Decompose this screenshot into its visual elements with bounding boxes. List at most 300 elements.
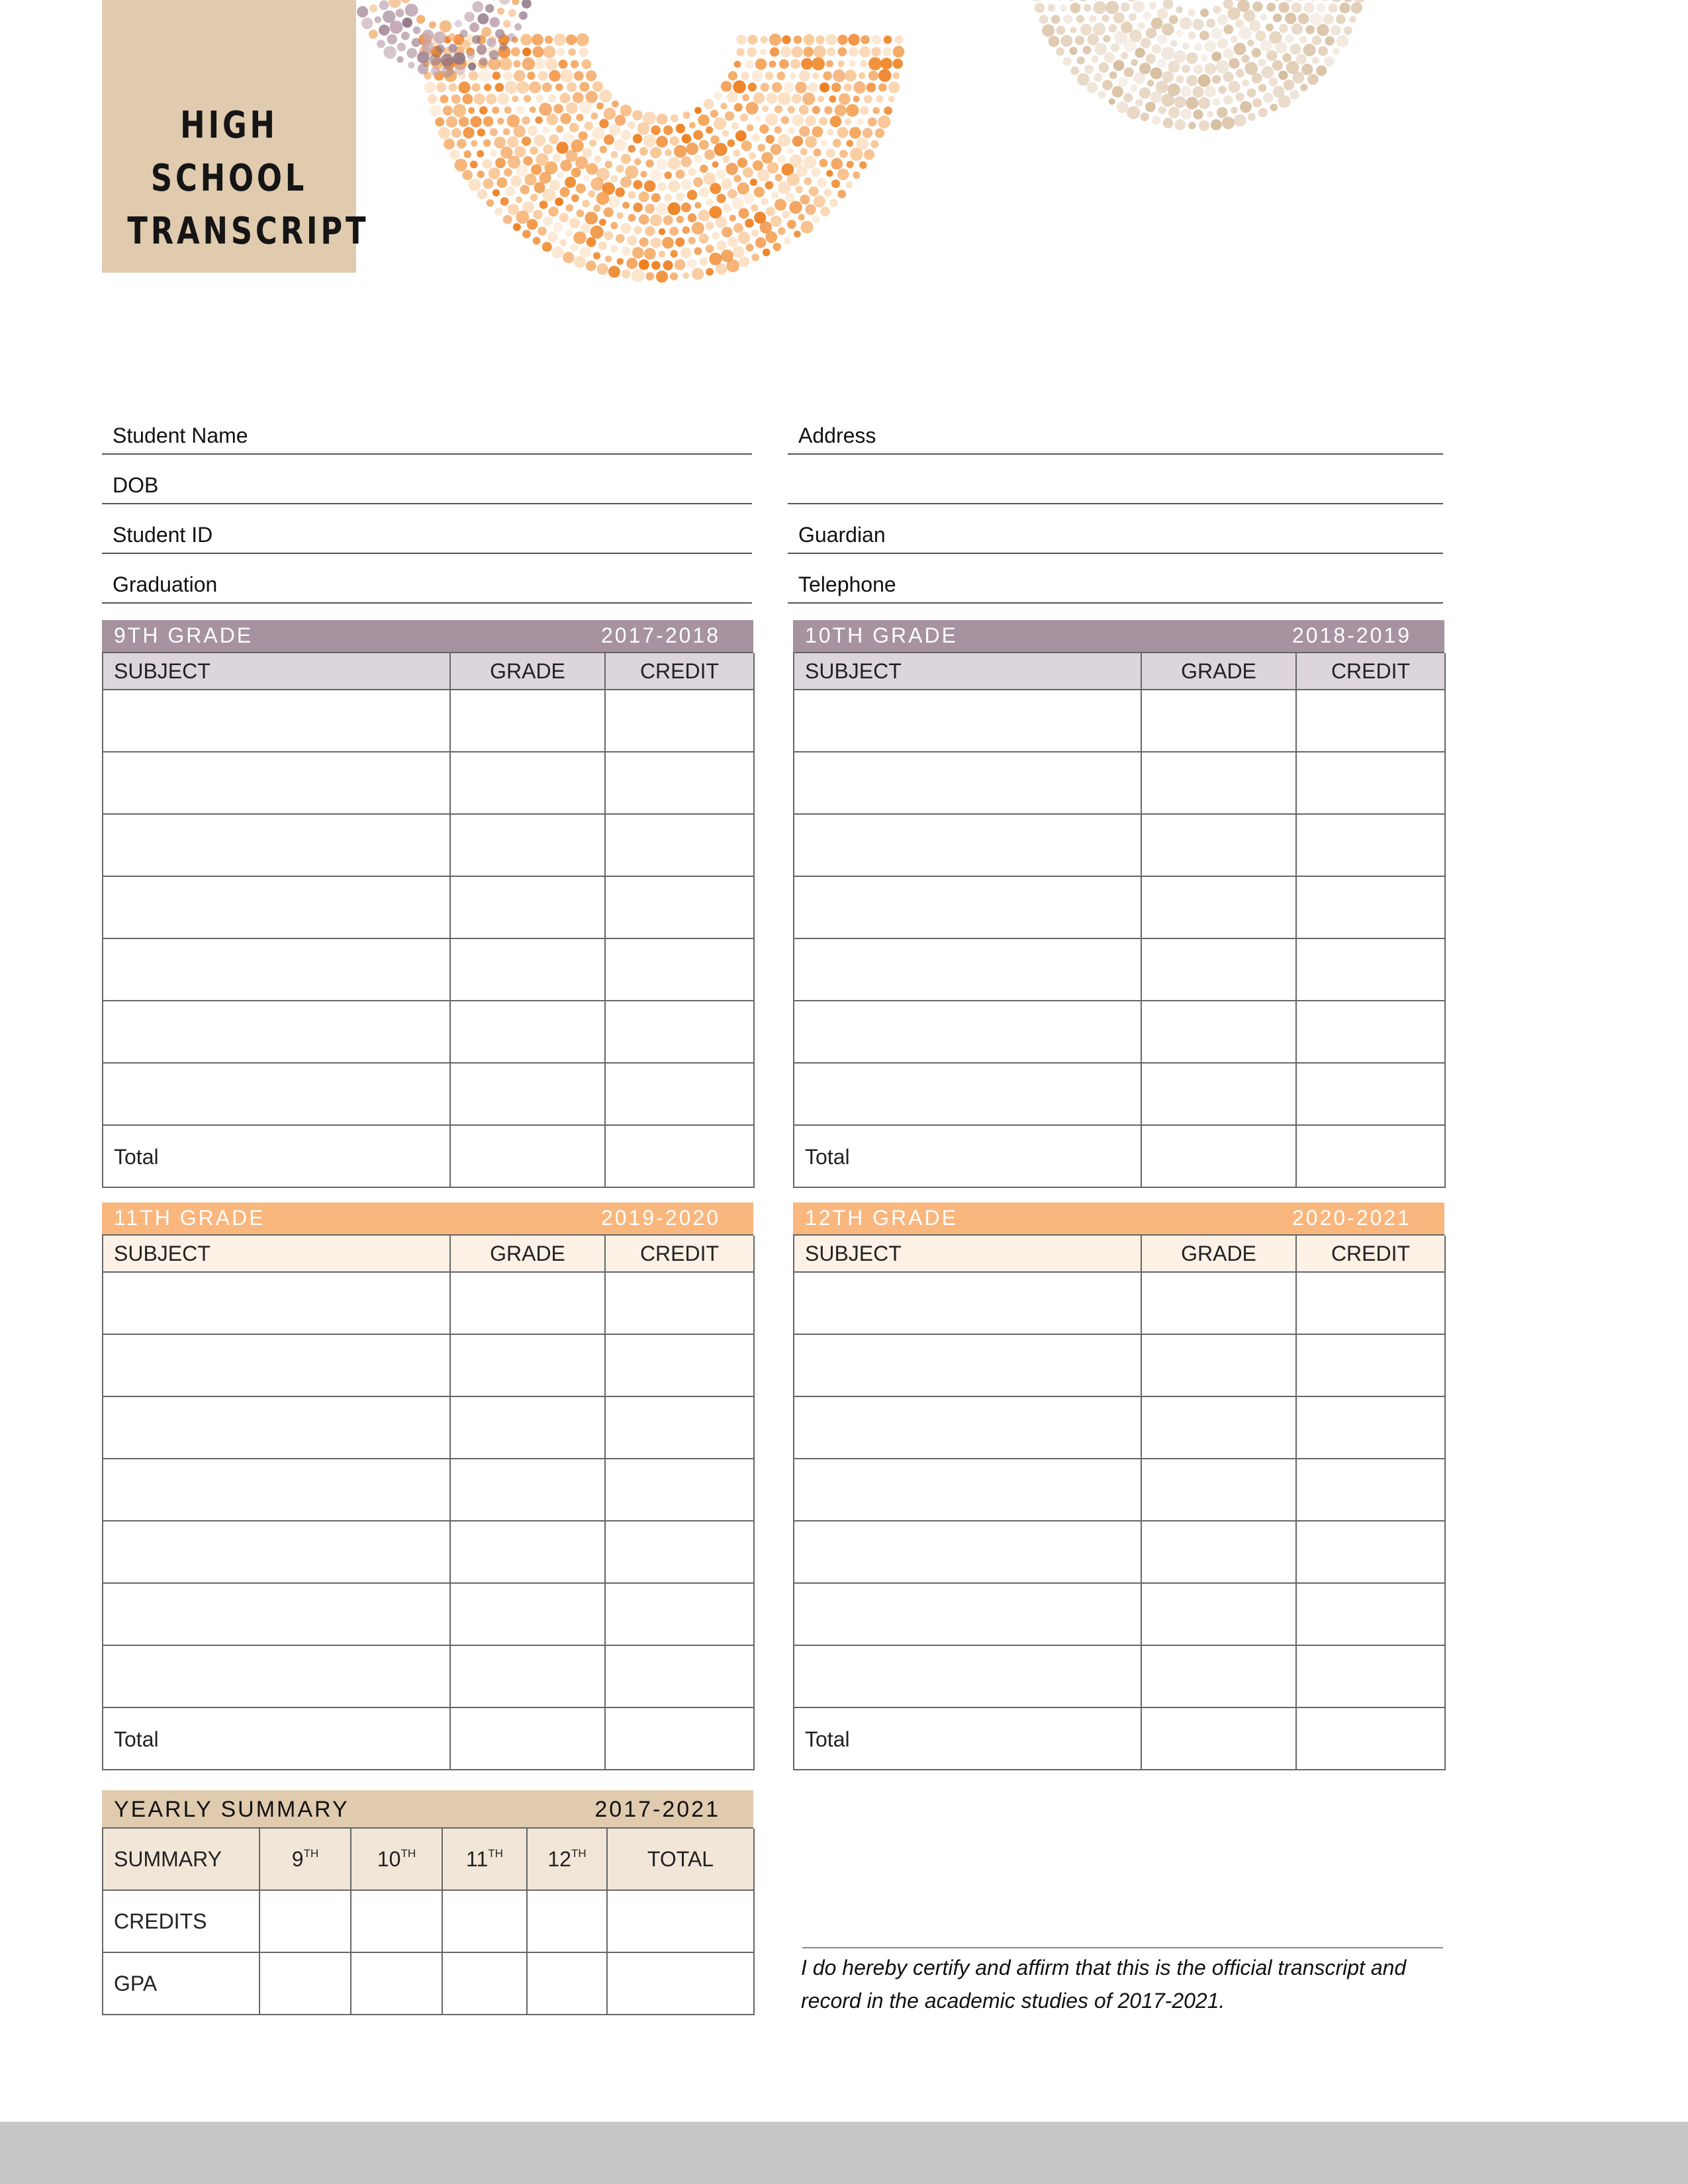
summary-col-12th-suffix: TH <box>571 1847 586 1860</box>
decorative-dot <box>1336 35 1348 47</box>
g10-grade-cell[interactable] <box>1142 815 1297 877</box>
decorative-dot <box>656 136 668 148</box>
g12-grade-cell[interactable] <box>1142 1273 1297 1335</box>
decorative-dot <box>765 231 777 243</box>
g9-credit-cell[interactable] <box>606 815 755 877</box>
decorative-dot <box>549 206 559 216</box>
decorative-dot <box>848 34 860 46</box>
decorative-dot <box>759 124 769 134</box>
decorative-dot <box>704 173 716 185</box>
decorative-dot <box>733 80 746 93</box>
decorative-dot <box>560 159 572 171</box>
decorative-dot <box>671 114 679 122</box>
decorative-dot <box>596 192 610 205</box>
decorative-dot <box>1331 0 1342 2</box>
decorative-dot <box>880 58 892 69</box>
decorative-dot <box>497 93 509 105</box>
g11-grade-cell[interactable] <box>451 1459 606 1522</box>
g11-credit-cell[interactable] <box>606 1584 755 1646</box>
gpa-total-cell[interactable] <box>608 1953 755 2015</box>
g12-subject-cell[interactable] <box>794 1522 1142 1584</box>
decorative-dot <box>751 205 758 212</box>
decorative-dot <box>712 232 720 240</box>
decorative-dot <box>859 161 867 169</box>
credits-11th-cell[interactable] <box>443 1891 528 1953</box>
g10-subject-cell[interactable] <box>794 815 1142 877</box>
g10-grade-cell[interactable] <box>1142 939 1297 1001</box>
g9-subject-cell[interactable] <box>103 1001 451 1064</box>
decorative-dot <box>543 189 556 202</box>
decorative-dot <box>628 145 636 153</box>
decorative-dot <box>1223 95 1233 105</box>
decorative-dot <box>835 105 847 116</box>
decorative-dot <box>820 159 828 167</box>
g11-total-grade-cell[interactable] <box>451 1708 606 1770</box>
decorative-dot <box>749 152 756 159</box>
decorative-dot <box>448 33 456 41</box>
decorative-dot <box>455 159 467 171</box>
g12-credit-cell[interactable] <box>1297 1335 1446 1397</box>
address-line-2-field[interactable] <box>788 455 1443 504</box>
decorative-dot <box>683 112 690 119</box>
g12-subject-cell[interactable] <box>794 1459 1142 1522</box>
decorative-dot <box>771 144 782 155</box>
decorative-dot <box>408 62 414 68</box>
decorative-dot <box>754 187 765 197</box>
decorative-dot <box>774 105 782 113</box>
decorative-dot <box>1150 68 1162 79</box>
decorative-dot <box>455 65 465 75</box>
decorative-dot <box>1258 58 1266 66</box>
grade-10-table <box>793 620 1444 1188</box>
decorative-dot <box>588 191 595 198</box>
decorative-dot <box>1266 3 1276 12</box>
g11-grade-cell[interactable] <box>451 1335 606 1397</box>
decorative-dot <box>524 95 531 103</box>
g10-credit-cell[interactable] <box>1297 690 1446 752</box>
title-block <box>102 0 369 273</box>
decorative-dot <box>1205 40 1217 52</box>
student-id-field[interactable] <box>102 504 752 554</box>
g10-credit-cell[interactable] <box>1297 939 1446 1001</box>
decorative-dot <box>490 150 497 157</box>
decorative-dot <box>1070 66 1079 75</box>
g9-total-credit-cell[interactable] <box>606 1126 755 1188</box>
decorative-dot <box>560 69 573 83</box>
decorative-dot <box>1152 116 1160 124</box>
summary-col-12th-number: 12 <box>547 1847 571 1871</box>
decorative-dot <box>614 139 626 151</box>
decorative-dot <box>504 168 512 177</box>
g12-grade-cell[interactable] <box>1142 1522 1297 1584</box>
g9-credit-cell[interactable] <box>606 1064 755 1126</box>
decorative-dot <box>1236 93 1244 101</box>
decorative-dot <box>681 156 692 167</box>
decorative-dot <box>1094 1 1107 15</box>
decorative-dot <box>463 150 471 158</box>
g9-grade-cell[interactable] <box>451 939 606 1001</box>
g12-credit-cell[interactable] <box>1297 1522 1446 1584</box>
decorative-dot <box>523 156 533 166</box>
decorative-dot <box>469 71 479 81</box>
decorative-dot <box>477 150 484 158</box>
decorative-dot <box>1139 87 1150 99</box>
decorative-dot <box>361 18 373 29</box>
decorative-dot <box>478 13 489 24</box>
g9-total-grade-cell[interactable] <box>451 1126 606 1188</box>
decorative-dot <box>477 189 487 199</box>
decorative-dot <box>860 60 867 68</box>
g12-grade-cell[interactable] <box>1142 1397 1297 1459</box>
decorative-dot <box>799 70 810 81</box>
g9-subject-cell[interactable] <box>103 877 451 939</box>
g12-grade-cell[interactable] <box>1142 1646 1297 1708</box>
decorative-dot <box>1243 10 1255 22</box>
guardian-field[interactable] <box>788 504 1443 554</box>
g11-grid <box>102 1234 753 1770</box>
decorative-dot <box>633 180 643 189</box>
g9-grade-cell[interactable] <box>451 752 606 815</box>
decorative-dot <box>369 30 378 39</box>
decorative-dot <box>522 230 531 238</box>
decorative-dot <box>787 220 796 229</box>
decorative-dot <box>538 71 548 81</box>
g9-subject-cell[interactable] <box>103 752 451 815</box>
decorative-dot <box>548 94 557 103</box>
decorative-dot <box>494 137 506 149</box>
decorative-dot <box>545 58 558 71</box>
student-name-field[interactable] <box>102 405 752 455</box>
decorative-dot <box>1135 48 1145 58</box>
decorative-dot <box>1162 23 1174 36</box>
signature-line[interactable] <box>802 1947 1443 1948</box>
g11-subject-cell[interactable] <box>103 1646 451 1708</box>
decorative-dot <box>1089 15 1096 23</box>
decorative-dot <box>802 93 815 105</box>
g9-credit-cell[interactable] <box>606 1001 755 1064</box>
g9-subject-cell[interactable] <box>103 1064 451 1126</box>
grade-9-table <box>102 620 753 1188</box>
g11-subject-cell[interactable] <box>103 1397 451 1459</box>
decorative-dot <box>739 208 749 218</box>
decorative-dot <box>837 34 847 44</box>
decorative-dot <box>481 27 491 37</box>
decorative-dot <box>1194 43 1201 50</box>
decorative-dot <box>1278 95 1291 108</box>
decorative-dot <box>682 272 689 279</box>
decorative-dot <box>829 199 838 207</box>
g10-credit-cell[interactable] <box>1297 877 1446 939</box>
decorative-dot <box>1309 13 1322 25</box>
decorative-dot <box>449 83 457 92</box>
decorative-dot <box>1309 0 1317 1</box>
decorative-dot <box>560 187 570 197</box>
decorative-dot <box>539 103 552 116</box>
g10-grade-cell[interactable] <box>1142 752 1297 815</box>
decorative-dot <box>833 69 845 82</box>
decorative-dot <box>593 205 600 212</box>
g11-subject-cell[interactable] <box>103 1459 451 1522</box>
g11-credit-cell[interactable] <box>606 1335 755 1397</box>
g9-credit-cell[interactable] <box>606 939 755 1001</box>
decorative-dot <box>799 126 810 136</box>
decorative-dot <box>1093 23 1105 36</box>
gpa-12th-cell[interactable] <box>528 1953 608 2015</box>
g9-subject-cell[interactable] <box>103 815 451 877</box>
g12-subject-cell[interactable] <box>794 1584 1142 1646</box>
g9-credit-cell[interactable] <box>606 690 755 752</box>
decorative-dot <box>513 223 521 231</box>
decorative-dot <box>1169 15 1178 24</box>
g12-grid <box>793 1234 1444 1770</box>
decorative-dot <box>656 271 668 283</box>
decorative-dot <box>566 103 577 114</box>
decorative-dot <box>863 128 872 138</box>
g10-grade-cell[interactable] <box>1142 690 1297 752</box>
decorative-dot <box>884 36 892 44</box>
decorative-dot <box>487 199 494 206</box>
decorative-dot <box>527 219 538 230</box>
decorative-dot <box>1324 56 1335 67</box>
g12-subject-cell[interactable] <box>794 1335 1142 1397</box>
decorative-dot <box>722 227 732 238</box>
g10-credit-cell[interactable] <box>1297 1001 1446 1064</box>
decorative-dot <box>534 134 546 146</box>
decorative-dot <box>1098 91 1106 99</box>
g10-subject-cell[interactable] <box>794 752 1142 815</box>
decorative-dot <box>750 179 757 186</box>
decorative-dot <box>610 245 618 252</box>
g9-credit-cell[interactable] <box>606 752 755 815</box>
g10-total-credit-cell[interactable] <box>1297 1126 1446 1188</box>
g9-grade-cell[interactable] <box>451 877 606 939</box>
decorative-dot <box>818 96 824 103</box>
decorative-dot <box>1131 59 1138 66</box>
g12-credit-cell[interactable] <box>1297 1397 1446 1459</box>
decorative-dot <box>677 216 684 223</box>
decorative-dot <box>586 237 596 247</box>
decorative-dot <box>739 257 749 267</box>
credits-12th-cell[interactable] <box>528 1891 608 1953</box>
g12-grade-cell[interactable] <box>1142 1335 1297 1397</box>
decorative-dot <box>893 59 903 69</box>
decorative-dot <box>720 103 727 109</box>
decorative-dot <box>812 106 820 114</box>
g11-subject-cell[interactable] <box>103 1522 451 1584</box>
decorative-dot <box>632 110 642 120</box>
decorative-dot <box>651 261 660 269</box>
g11-credit-cell[interactable] <box>606 1646 755 1708</box>
decorative-dot <box>734 103 743 112</box>
decorative-dot <box>522 0 532 9</box>
decorative-dot <box>668 157 680 169</box>
decorative-dot <box>1070 3 1080 13</box>
decorative-dot <box>522 58 535 70</box>
decorative-dot <box>1157 8 1168 19</box>
g11-grade-cell[interactable] <box>451 1584 606 1646</box>
g10-subject-cell[interactable] <box>794 690 1142 752</box>
decorative-dot <box>1162 71 1174 83</box>
g10-credit-cell[interactable] <box>1297 815 1446 877</box>
decorative-dot <box>700 257 708 266</box>
decorative-dot <box>1223 71 1234 82</box>
dob-field[interactable] <box>102 455 752 504</box>
decorative-dot <box>469 23 479 32</box>
decorative-dot <box>1161 47 1174 60</box>
summary-row-gpa-label: GPA <box>103 1953 260 2015</box>
g11-total-credit-cell[interactable] <box>606 1708 755 1770</box>
g11-grade-cell[interactable] <box>451 1273 606 1335</box>
decorative-dot <box>746 102 759 114</box>
decorative-dot <box>758 144 766 152</box>
decorative-dot <box>1091 56 1098 63</box>
decorative-dot <box>416 15 425 24</box>
g11-subject-cell[interactable] <box>103 1273 451 1335</box>
g11-grade-cell[interactable] <box>451 1522 606 1584</box>
g11-grade-cell[interactable] <box>451 1646 606 1708</box>
decorative-dot <box>616 165 624 173</box>
decorative-dot <box>545 36 553 44</box>
g10-subject-cell[interactable] <box>794 877 1142 939</box>
address-field[interactable] <box>788 405 1443 455</box>
decorative-dot <box>513 60 520 68</box>
decorative-dot <box>639 238 649 247</box>
decorative-dot <box>1099 62 1109 73</box>
g10-subject-cell[interactable] <box>794 1001 1142 1064</box>
g9-grade-cell[interactable] <box>451 1001 606 1064</box>
credits-10th-cell[interactable] <box>352 1891 443 1953</box>
g12-total-credit-cell[interactable] <box>1297 1708 1446 1770</box>
decorative-dot <box>571 167 581 177</box>
g12-grade-cell[interactable] <box>1142 1584 1297 1646</box>
graduation-field[interactable] <box>102 554 752 604</box>
decorative-dot <box>575 156 588 169</box>
g11-subject-cell[interactable] <box>103 1335 451 1397</box>
decorative-dot <box>751 229 759 236</box>
decorative-dot <box>1263 93 1274 103</box>
g10-credit-cell[interactable] <box>1297 1064 1446 1126</box>
decorative-dot <box>1260 14 1267 21</box>
g9-grade-cell[interactable] <box>451 815 606 877</box>
decorative-dot <box>645 226 655 236</box>
decorative-dot <box>837 127 849 138</box>
g9-grade-cell[interactable] <box>451 1064 606 1126</box>
decorative-dot <box>699 140 709 150</box>
decorative-dot <box>1229 58 1239 69</box>
decorative-dot <box>680 179 691 190</box>
decorative-dot <box>687 190 698 201</box>
decorative-dot <box>1039 15 1049 24</box>
g9-credit-cell[interactable] <box>606 877 755 939</box>
gpa-11th-cell[interactable] <box>443 1953 528 2015</box>
decorative-dot <box>1217 38 1228 49</box>
decorative-dot <box>657 159 668 170</box>
decorative-dot <box>612 101 619 108</box>
decorative-dot <box>429 54 441 66</box>
credits-total-cell[interactable] <box>608 1891 755 1953</box>
g11-col-credit: CREDIT <box>606 1236 755 1273</box>
decorative-dot <box>699 187 709 197</box>
summary-grid <box>102 1827 753 2015</box>
decorative-dot <box>734 61 741 68</box>
decorative-dot <box>1104 52 1115 63</box>
decorative-dot <box>792 114 804 126</box>
telephone-field[interactable] <box>788 554 1443 604</box>
gpa-10th-cell[interactable] <box>352 1953 443 2015</box>
g10-total-grade-cell[interactable] <box>1142 1126 1297 1188</box>
credits-9th-cell[interactable] <box>260 1891 352 1953</box>
g11-credit-cell[interactable] <box>606 1397 755 1459</box>
decorative-dot <box>459 116 469 127</box>
decorative-dot <box>608 266 620 278</box>
g12-credit-cell[interactable] <box>1297 1646 1446 1708</box>
decorative-dot <box>477 44 487 55</box>
decorative-dot <box>611 151 618 158</box>
decorative-dot <box>536 154 549 166</box>
decorative-dot <box>377 40 385 48</box>
decorative-dot <box>706 126 713 134</box>
g12-credit-cell[interactable] <box>1297 1584 1446 1646</box>
decorative-dot <box>748 35 758 45</box>
decorative-dot <box>627 236 637 246</box>
decorative-dot <box>773 243 781 251</box>
g11-credit-cell[interactable] <box>606 1273 755 1335</box>
g9-grade-cell[interactable] <box>451 690 606 752</box>
g11-grade-cell[interactable] <box>451 1397 606 1459</box>
g12-credit-cell[interactable] <box>1297 1459 1446 1522</box>
decorative-dot <box>849 47 859 57</box>
g9-subject-cell[interactable] <box>103 939 451 1001</box>
g12-subject-cell[interactable] <box>794 1646 1142 1708</box>
decorative-dot <box>1301 64 1313 75</box>
g9-subject-cell[interactable] <box>103 690 451 752</box>
decorative-dot <box>706 222 714 230</box>
decorative-dot <box>460 30 468 38</box>
decorative-dot <box>576 33 589 46</box>
decorative-dot <box>727 189 737 199</box>
g10-grade-cell[interactable] <box>1142 1064 1297 1126</box>
g12-subject-cell[interactable] <box>794 1273 1142 1335</box>
g12-total-grade-cell[interactable] <box>1142 1708 1297 1770</box>
decorative-dot <box>755 115 761 122</box>
decorative-dot <box>1198 74 1211 87</box>
g10-grade-cell[interactable] <box>1142 1001 1297 1064</box>
guardian-label: Guardian <box>798 523 886 547</box>
decorative-dot <box>1194 65 1203 74</box>
g12-credit-cell[interactable] <box>1297 1273 1446 1335</box>
gpa-9th-cell[interactable] <box>260 1953 352 2015</box>
g11-credit-cell[interactable] <box>606 1459 755 1522</box>
decorative-dot <box>1312 36 1321 45</box>
g10-credit-cell[interactable] <box>1297 752 1446 815</box>
decorative-dot <box>694 248 702 255</box>
g12-grade-cell[interactable] <box>1142 1459 1297 1522</box>
g10-grade-cell[interactable] <box>1142 877 1297 939</box>
decorative-dot <box>536 95 543 103</box>
g11-subject-cell[interactable] <box>103 1584 451 1646</box>
g12-subject-cell[interactable] <box>794 1397 1142 1459</box>
decorative-dot <box>539 201 548 209</box>
decorative-dot <box>542 83 552 93</box>
decorative-dot <box>698 114 709 126</box>
decorative-dot <box>651 238 661 248</box>
title-line-3: TRANSCRIPT <box>127 210 369 253</box>
g10-subject-cell[interactable] <box>794 939 1142 1001</box>
g10-subject-cell[interactable] <box>794 1064 1142 1126</box>
g11-credit-cell[interactable] <box>606 1522 755 1584</box>
decorative-dot <box>559 60 568 69</box>
decorative-dot <box>1270 104 1278 111</box>
